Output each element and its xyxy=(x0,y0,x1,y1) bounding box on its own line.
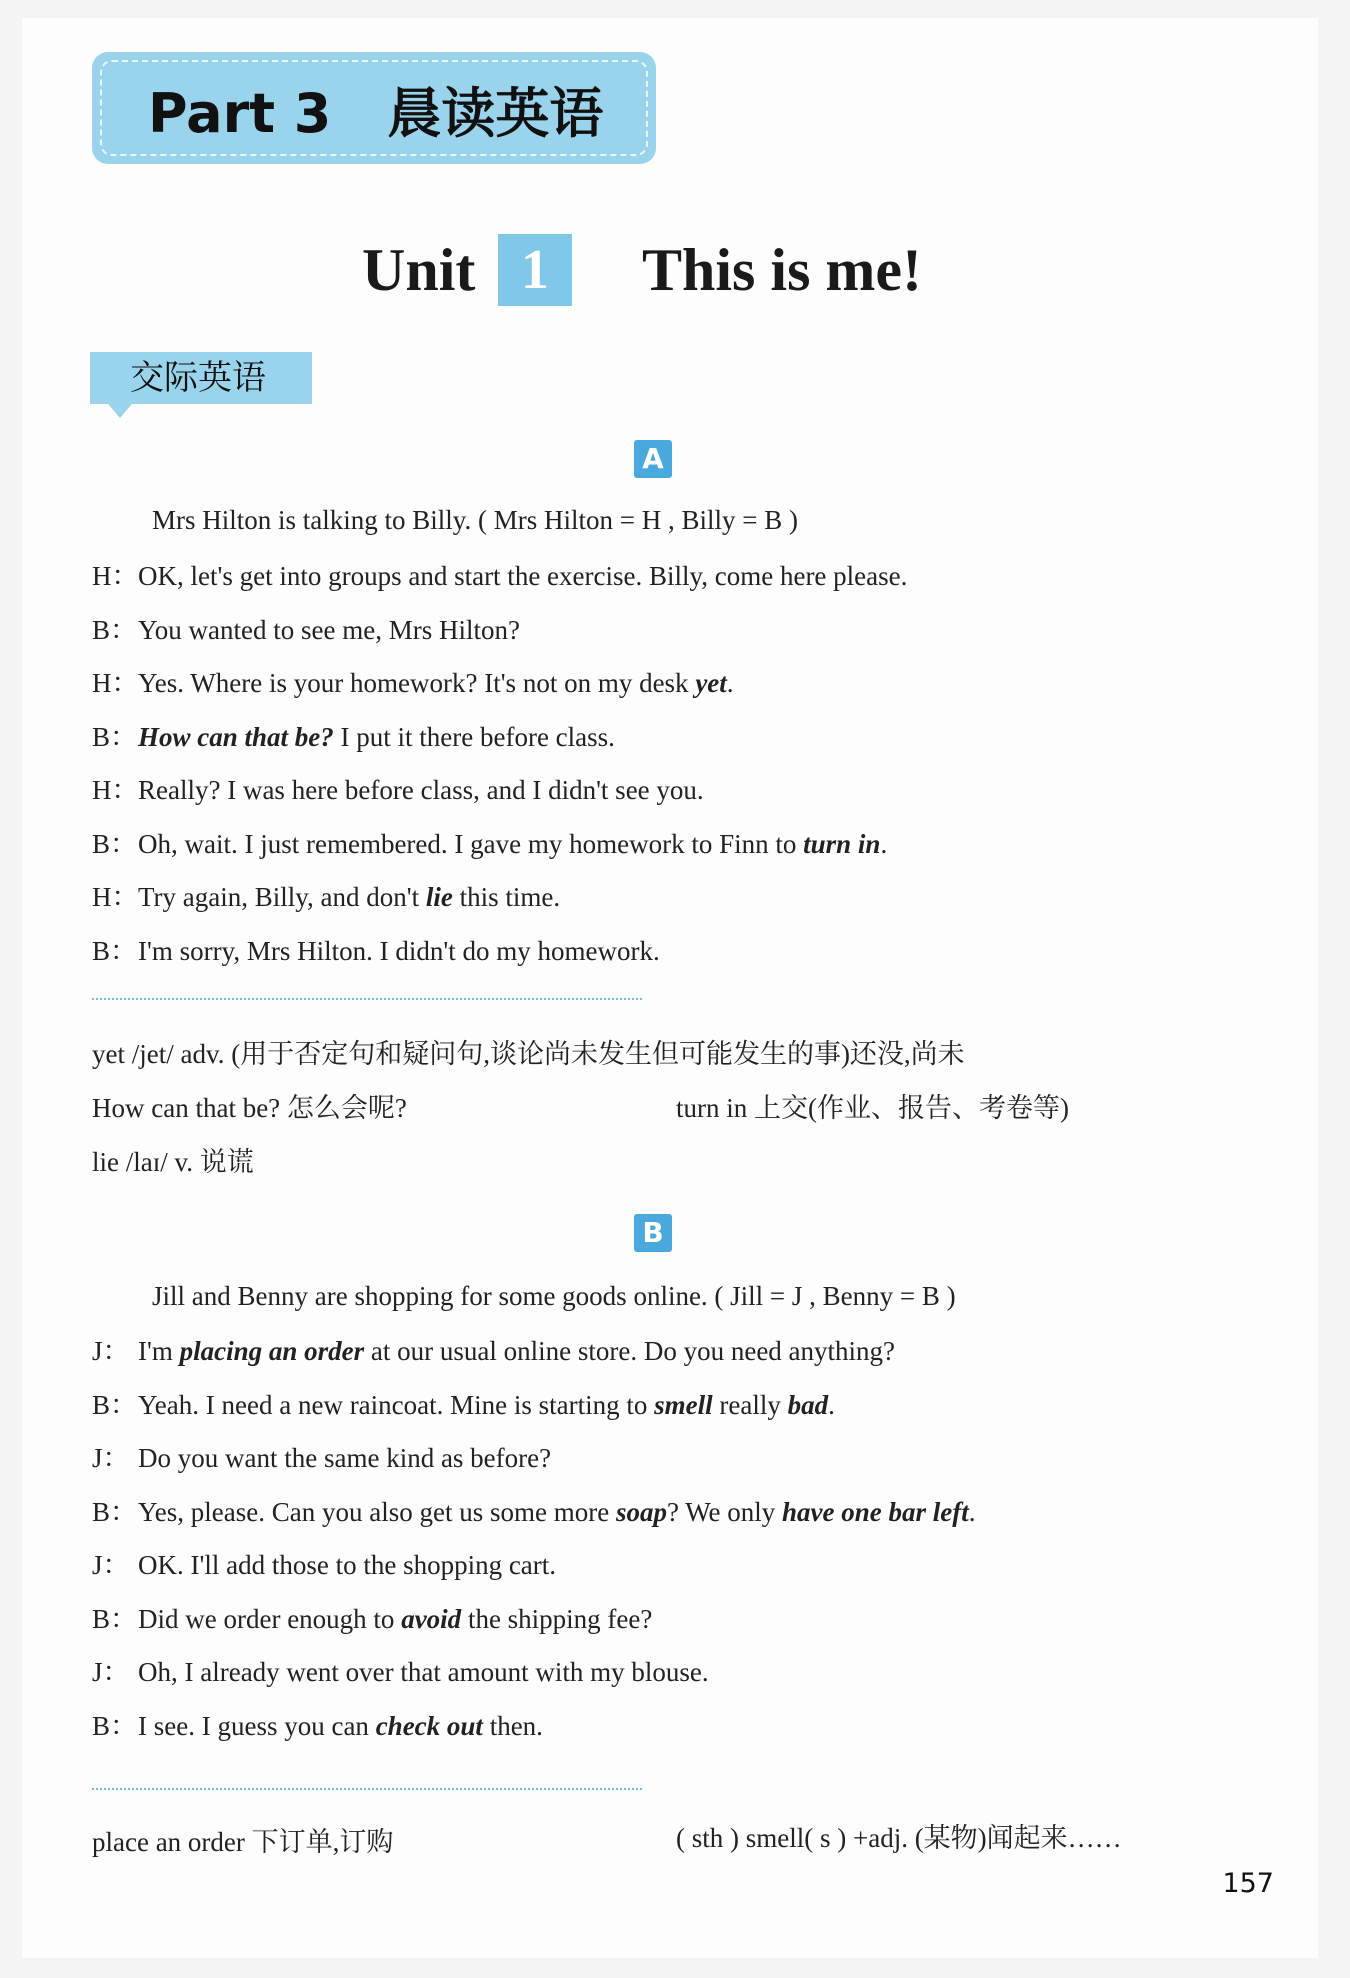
dialogue-line xyxy=(92,1652,709,1692)
divider-a xyxy=(92,998,642,1000)
line-text: I'm xyxy=(138,1336,180,1366)
line-text: I'm sorry, Mrs Hilton. I didn't do my homework. xyxy=(138,935,660,966)
section-tag-label: 交际英语 xyxy=(130,358,266,398)
dialogue-line xyxy=(92,877,560,917)
speaker-label: H： xyxy=(92,775,139,805)
dialogue-line xyxy=(92,1706,543,1746)
dialogue-b-badge: B xyxy=(634,1214,672,1252)
line-text: really xyxy=(712,1389,788,1420)
line-text: . xyxy=(828,1389,835,1420)
dialogue-line xyxy=(92,1385,835,1425)
speaker-label: B： xyxy=(92,721,138,752)
dialogue-a-intro: Mrs Hilton is talking to Billy. ( Mrs Hilton = H , Billy = B ) xyxy=(152,505,798,535)
dialogue-line xyxy=(92,1599,652,1639)
dialogue-a-badge: A xyxy=(634,440,672,478)
line-text: OK. I'll add those to the shopping cart. xyxy=(138,1550,557,1580)
dialogue-line xyxy=(92,556,907,596)
speaker-label: H： xyxy=(92,561,139,591)
key-phrase: check out xyxy=(375,1710,483,1741)
key-phrase: smell xyxy=(654,1389,713,1420)
line-text: Really? I was here before class, and I didn't see you. xyxy=(138,775,704,805)
key-phrase: lie xyxy=(425,882,453,912)
key-phrase: have one bar left xyxy=(782,1496,969,1527)
note-place-an-order: place an order 下订单,订购 xyxy=(92,1827,394,1857)
speaker-label: B： xyxy=(92,1389,138,1420)
speaker-label: B： xyxy=(92,1496,138,1527)
speaker-label: B： xyxy=(92,1710,138,1741)
key-phrase: avoid xyxy=(401,1603,462,1634)
note-lie: lie /laɪ/ v. 说谎 xyxy=(92,1147,254,1177)
key-phrase: yet xyxy=(695,668,727,698)
speaker-label: H： xyxy=(92,882,139,912)
dialogue-line xyxy=(92,824,887,864)
line-text: the shipping fee? xyxy=(461,1603,653,1634)
line-text: Yes, please. Can you also get us some more xyxy=(138,1496,616,1527)
dialogue-line xyxy=(92,770,704,810)
part-title-cn: 晨读英语 xyxy=(387,82,604,145)
speaker-label: J： xyxy=(92,1443,130,1473)
key-phrase: turn in xyxy=(803,828,881,859)
speaker-label: J： xyxy=(92,1657,130,1687)
line-text: Oh, I already went over that amount with my blouse. xyxy=(138,1657,709,1687)
line-text: then. xyxy=(482,1710,543,1741)
dialogue-line xyxy=(92,931,660,971)
note-turn-in: turn in 上交(作业、报告、考卷等) xyxy=(676,1093,1069,1123)
dialogue-line xyxy=(92,610,520,650)
speaker-label: J： xyxy=(92,1336,130,1366)
unit-number-badge: 1 xyxy=(498,234,572,306)
note-how-can-that-be: How can that be? 怎么会呢? xyxy=(92,1093,407,1123)
line-text: Do you want the same kind as before? xyxy=(138,1443,552,1473)
speaker-label: H： xyxy=(92,668,139,698)
line-text: I see. I guess you can xyxy=(138,1710,376,1741)
dialogue-line xyxy=(92,1492,976,1532)
dialogue-line xyxy=(92,717,615,757)
dialogue-b-intro: Jill and Benny are shopping for some goods online. ( Jill = J , Benny = B ) xyxy=(152,1281,956,1311)
dialogue-line xyxy=(92,1331,895,1371)
unit-word: Unit xyxy=(362,237,476,303)
divider-b xyxy=(92,1788,642,1790)
line-text: OK, let's get into groups and start the exercise. Billy, come here please. xyxy=(138,561,908,591)
page-number: 157 xyxy=(1222,1868,1274,1899)
part-title xyxy=(148,74,603,154)
speaker-label: B： xyxy=(92,828,138,859)
line-text: Yeah. I need a new raincoat. Mine is starting to xyxy=(138,1389,655,1420)
line-text: . xyxy=(968,1496,976,1527)
line-text: at our usual online store. Do you need anything? xyxy=(364,1336,896,1366)
line-text: this time. xyxy=(452,882,561,912)
speaker-label: B： xyxy=(92,1603,138,1634)
line-text: ? We only xyxy=(666,1496,783,1527)
part-label: Part 3 xyxy=(148,82,332,145)
key-phrase: How can that be? xyxy=(138,721,334,752)
speaker-label: B： xyxy=(92,935,138,966)
line-text: Yes. Where is your homework? It's not on my desk xyxy=(138,668,696,698)
line-text: . xyxy=(880,828,888,859)
note-smell: ( sth ) smell( s ) +adj. (某物)闻起来…… xyxy=(676,1823,1122,1853)
line-text: I put it there before class. xyxy=(333,721,615,752)
note-yet: yet /jet/ adv. (用于否定句和疑问句,谈论尚未发生但可能发生的事)还没,尚未 xyxy=(92,1039,965,1069)
line-text: Did we order enough to xyxy=(138,1603,402,1634)
speaker-label: J： xyxy=(92,1550,130,1580)
key-phrase: soap xyxy=(615,1496,667,1527)
key-phrase: bad xyxy=(787,1389,829,1420)
section-tag xyxy=(90,352,312,404)
dialogue-line xyxy=(92,663,734,703)
line-text: . xyxy=(726,668,734,698)
speaker-label: B： xyxy=(92,614,138,645)
line-text: Oh, wait. I just remembered. I gave my homework to Finn to xyxy=(138,828,804,859)
line-text: Try again, Billy, and don't xyxy=(138,882,426,912)
dialogue-line xyxy=(92,1438,551,1478)
key-phrase: placing an order xyxy=(179,1336,365,1366)
unit-subtitle: This is me! xyxy=(642,237,923,303)
line-text: You wanted to see me, Mrs Hilton? xyxy=(138,614,520,645)
dialogue-line xyxy=(92,1545,556,1585)
